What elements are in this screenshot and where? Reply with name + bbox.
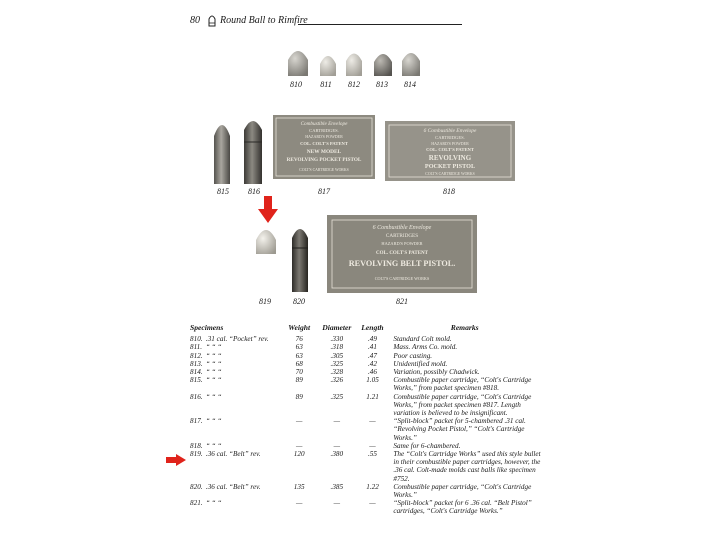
cell-desc: “ “ “ [205,343,222,352]
fig-num-812: 812 [348,80,360,89]
cell-no: 814. [190,368,203,377]
cell-remarks: Same for 6-chambered. [393,441,461,450]
fig-num-814: 814 [404,80,416,89]
cell-desc: “ “ “ [205,368,222,377]
cell-desc: .36 cal. “Belt” rev. [205,450,261,459]
specimens-table [190,324,542,516]
table-row [190,483,542,499]
fig-num-818: 818 [443,187,455,196]
cell-diameter: .325 [330,359,344,368]
cell-desc: .31 cal. “Pocket” rev. [205,335,269,344]
packet-817-line4: COL. COLT'S PATENT [300,141,348,146]
cell-desc: “ “ “ [205,392,222,401]
cell-no: 812. [190,351,203,360]
cell-desc: “ “ “ [205,376,222,385]
cell-weight: — [295,417,303,426]
packet-818-line7: COLT'S CARTRIDGE WORKS [425,172,475,176]
packet-818-line5: REVOLVING [428,154,472,162]
table-row [190,360,542,368]
col-remarks: Remarks [450,323,479,332]
cell-diameter: .325 [330,392,344,401]
cell-weight: 120 [293,450,305,459]
cell-diameter: .330 [330,335,344,344]
packet-821-line5: REVOLVING BELT PISTOL. [348,259,456,268]
cell-remarks: Mass. Arms Co. mold. [393,343,458,352]
cell-no: 811. [190,343,203,352]
fig-num-820: 820 [293,297,305,306]
cell-diameter: — [333,417,340,426]
cell-desc: “ “ “ [205,351,222,360]
cell-diameter: .326 [330,376,344,385]
cell-weight: — [295,441,303,450]
table-header-row [190,324,542,335]
cell-remarks: The “Colt's Cartridge Works” used this style bullet in their combustible paper cartridges, however, the .36 cal. Colt-made molds cast balls like specimen #752. [393,450,541,483]
packet-817-line6: REVOLVING POCKET PISTOL [286,157,362,163]
cell-diameter: .305 [330,351,344,360]
cell-no: 821. [190,499,203,508]
specimens-table-body [190,335,542,515]
fig-num-817: 817 [318,187,330,196]
packet-818-line1: 6 Combustible Envelope [423,128,477,134]
cell-diameter: .318 [330,343,344,352]
cell-desc: .36 cal. “Belt” rev. [205,482,261,491]
cartridges-815-816-photo [208,114,270,186]
cell-remarks: “Split-block” packet for 6 .36 cal. “Belt Pistol” cartridges, “Colt's Cartridge Works.” [393,499,532,516]
col-weight: Weight [288,323,311,332]
col-diameter: Diameter [322,323,352,332]
cell-length: 1.22 [366,482,379,491]
cell-weight: 76 [295,335,303,344]
packet-821-line3: HAZARD'S POWDER [381,241,423,246]
packet-821-line1: 6 Combustible Envelope [372,225,432,231]
cell-no: 813. [190,359,203,368]
fig-num-821: 821 [396,297,408,306]
packet-818-photo [384,120,516,182]
bullet-icon [208,14,216,27]
packet-817-line7: COLT'S CARTRIDGE WORKS [299,168,349,172]
table-row [190,352,542,360]
cell-length: .46 [368,368,377,377]
packet-818-line6: POCKET PISTOL [424,163,476,170]
cell-diameter: — [333,441,340,450]
cell-diameter: — [333,499,340,508]
packet-817-line1: Combustible Envelope [300,121,348,127]
cell-diameter: .385 [330,482,344,491]
table-row [190,442,542,450]
packet-821-line2: CARTRIDGES [385,233,419,239]
cell-no: 815. [190,376,203,385]
cell-weight: 63 [295,343,303,352]
page-header [190,14,462,30]
table-row [190,417,542,442]
cell-weight: 89 [295,376,303,385]
cell-weight: 135 [293,482,305,491]
table-row [190,393,542,418]
table-row [190,343,542,351]
cell-no: 817. [190,417,203,426]
packet-821-photo [326,214,478,294]
cell-length: 1.21 [366,392,379,401]
bullets-819-820-photo [252,222,316,294]
cell-remarks: Combustible paper cartridge, “Colt's Cartridge Works,” from packet specimen #818. [393,376,532,393]
cell-weight: — [295,499,303,508]
table-row [190,499,542,515]
cell-no: 819. [190,450,203,459]
header-rule [298,24,462,25]
cell-remarks: Poor casting. [393,351,433,360]
fig-num-816: 816 [248,187,260,196]
cell-remarks: Combustible paper cartridge, “Colt's Cartridge Works,” from packet specimen #817. Length variation is believed to be insignificant. [393,392,532,418]
cell-weight: 68 [295,359,303,368]
cell-length: .55 [368,450,377,459]
cell-no: 816. [190,392,203,401]
cell-desc: “ “ “ [205,441,222,450]
bullets-810-814-photo [282,44,432,80]
cell-desc: “ “ “ [205,417,222,426]
packet-818-line2: CARTRIDGES. [435,135,465,140]
cell-length: .47 [368,351,377,360]
cell-weight: 70 [295,368,303,377]
arrow-down-icon [258,196,278,224]
table-row [190,335,542,343]
arrow-right-icon [166,454,186,466]
cell-diameter: .328 [330,368,344,377]
table-row [190,450,542,483]
packet-817-line2: CARTRIDGES. [309,128,339,133]
cell-length: — [369,499,376,508]
col-length: Length [361,323,384,332]
cell-length: .42 [368,359,377,368]
cell-length: .41 [368,343,377,352]
fig-num-811: 811 [320,80,332,89]
cell-remarks: “Split-block” packet for 5-chambered .31 cal. “Revolving Pocket Pistol,” “Colt's Cartridge Works.” [393,417,526,442]
packet-817-photo [272,114,376,180]
col-specimens: Specimens [190,323,224,332]
fig-num-810: 810 [290,80,302,89]
running-title: Round Ball to Rimfire [220,15,308,26]
cell-no: 810. [190,335,203,344]
packet-818-line4: COL. COLT'S PATENT [426,147,474,152]
cell-length: .49 [368,335,377,344]
fig-num-815: 815 [217,187,229,196]
packet-817-line5: NEW MODEL [306,149,342,155]
cell-length: — [369,441,376,450]
page-number: 80 [190,15,200,26]
cell-desc: “ “ “ [205,359,222,368]
fig-num-819: 819 [259,297,271,306]
cell-length: — [369,417,376,426]
packet-821-line6: COLT'S CARTRIDGE WORKS [374,276,430,281]
cell-remarks: Unidentified mold. [393,359,448,368]
cell-remarks: Combustible paper cartridge, “Colt's Cartridge Works.” [393,482,532,500]
cell-length: 1.05 [366,376,379,385]
cell-remarks: Standard Colt mold. [393,335,452,344]
cell-weight: 63 [295,351,303,360]
packet-821-line4: COL. COLT'S PATENT [375,251,429,256]
cell-no: 820. [190,482,203,491]
cell-weight: 89 [295,392,303,401]
table-row [190,376,542,392]
packet-817-line3: HAZARD'S POWDER [305,134,343,139]
cell-desc: “ “ “ [205,499,222,508]
cell-no: 818. [190,441,203,450]
fig-num-813: 813 [376,80,388,89]
cell-diameter: .380 [330,450,344,459]
packet-818-line3: HAZARD'S POWDER [431,141,469,146]
table-row [190,368,542,376]
cell-remarks: Variation, possibly Chadwick. [393,368,480,377]
